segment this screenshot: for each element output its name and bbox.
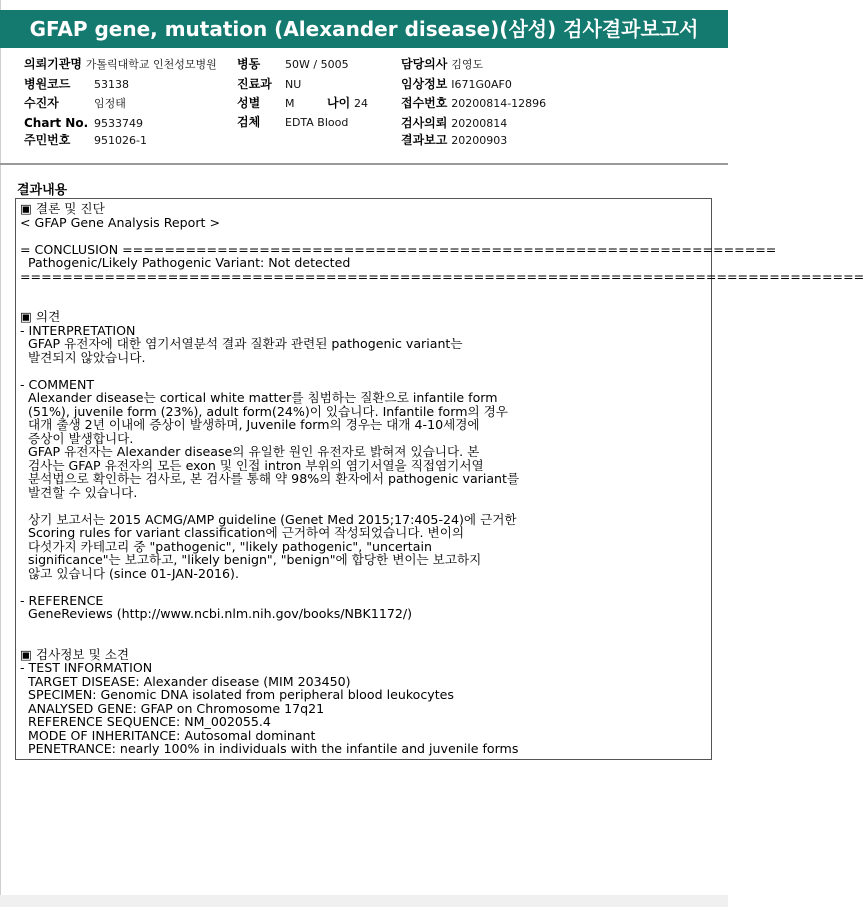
report-title: GFAP gene, mutation (Alexander disease)(삼성) 검사결과보고서 bbox=[0, 10, 728, 48]
dept-value-row bbox=[285, 77, 301, 92]
sex-value-row bbox=[285, 96, 295, 111]
dept-value: NU bbox=[285, 78, 302, 91]
report-line: 대개 출생 2년 이내에 증상이 발생하며, Juvenile form의 경우는 대개 4-10세경에 bbox=[20, 417, 480, 432]
hospital-code-row bbox=[24, 77, 70, 91]
report-line: GFAP 유전자는 Alexander disease의 유일한 원인 유전자로 밝혀져 있습니다. 본 bbox=[20, 444, 480, 459]
resident-label: 주민번호 bbox=[24, 133, 71, 147]
hospital-code-label: 병원코드 bbox=[24, 77, 71, 91]
report-line: 상기 보고서는 2015 ACMG/AMP guideline (Genet Med 2015;17:405-24)에 근거한 bbox=[20, 511, 517, 527]
report-line: - TEST INFORMATION bbox=[20, 660, 153, 675]
report-line: Alexander disease는 cortical white matter를 침범하는 질환으로 infantile form bbox=[20, 390, 498, 405]
ward-value-row bbox=[285, 57, 349, 72]
report-date-row bbox=[401, 133, 507, 148]
receiver-row bbox=[24, 96, 59, 110]
report-line: REFERENCE SEQUENCE: NM_002055.4 bbox=[20, 714, 271, 729]
report-line: ▣ 결론 및 진단 bbox=[20, 201, 105, 216]
results-section-title: 결과내용 bbox=[17, 183, 68, 198]
report-line: 분석법으로 확인하는 검사로, 본 검사를 통해 약 98%의 환자에서 pathogenic variant를 bbox=[20, 471, 520, 486]
ward-row bbox=[237, 57, 260, 71]
request-value: 20200814 bbox=[451, 117, 508, 130]
institution-label: 의뢰기관명 bbox=[24, 57, 82, 71]
report-line: 발견할 수 있습니다. bbox=[20, 484, 138, 500]
age-label: 나이 bbox=[327, 96, 351, 110]
report-text bbox=[16, 199, 864, 756]
resident-value: 951026-1 bbox=[94, 134, 147, 147]
footer-strip bbox=[0, 895, 728, 907]
report-line: PENETRANCE: nearly 100% in individuals with the infantile and juvenile forms bbox=[20, 741, 519, 756]
chart-row bbox=[24, 116, 88, 130]
clinical-label: 임상정보 bbox=[401, 77, 448, 91]
report-date-label: 결과보고 bbox=[401, 133, 448, 147]
dept-label: 진료과 bbox=[237, 77, 272, 91]
age-value: 24 bbox=[354, 97, 369, 110]
report-line: 발견되지 않았습니다. bbox=[20, 349, 146, 365]
institution-row bbox=[24, 57, 217, 72]
sex-value: M bbox=[285, 97, 295, 110]
clinical-value: I671G0AF0 bbox=[451, 78, 512, 91]
accession-value: 20200814-12896 bbox=[451, 97, 547, 110]
specimen-label: 검체 bbox=[237, 115, 261, 129]
report-line: ▣ 검사정보 및 소견 bbox=[20, 646, 130, 662]
report-line: significance"는 보고하고, "likely benign", "benign"에 합당한 변이는 보고하지 bbox=[20, 552, 482, 567]
receiver-value-row bbox=[94, 96, 126, 111]
report-line: 않고 있습니다 (since 01-JAN-2016). bbox=[20, 565, 239, 581]
report-line: ▣ 의견 bbox=[20, 309, 61, 324]
report-date-value: 20200903 bbox=[451, 134, 508, 147]
report-line: = CONCLUSION ============================================================== bbox=[20, 241, 777, 257]
report-line: ANALYSED GENE: GFAP on Chromosome 17q21 bbox=[20, 700, 325, 716]
report-line: < GFAP Gene Analysis Report > bbox=[20, 214, 221, 230]
request-label: 검사의뢰 bbox=[401, 116, 448, 130]
resident-row bbox=[24, 133, 70, 147]
report-line: - REFERENCE bbox=[20, 592, 104, 608]
report-line: GeneReviews (http://www.ncbi.nlm.nih.gov/books/NBK1172/) bbox=[20, 606, 413, 621]
report-line: 다섯가지 카테고리 중 "pathogenic", "likely pathogenic", "uncertain bbox=[20, 538, 432, 554]
sex-label: 성별 bbox=[237, 96, 261, 110]
report-line: Pathogenic/Likely Pathogenic Variant: Not detected bbox=[20, 255, 351, 270]
report-line: SPECIMEN: Genomic DNA isolated from peripheral blood leukocytes bbox=[20, 687, 454, 702]
chart-label: Chart No. bbox=[24, 116, 89, 130]
chart-value-row bbox=[94, 116, 143, 131]
ward-value: 50W / 5005 bbox=[285, 58, 349, 71]
dept-row bbox=[237, 77, 272, 91]
institution-value: 가톨릭대학교 인천성모병원 bbox=[85, 58, 217, 71]
receiver-label: 수진자 bbox=[24, 96, 59, 110]
resident-value-row bbox=[94, 133, 147, 148]
report-line: - COMMENT bbox=[20, 376, 95, 392]
hospital-code-value: 53138 bbox=[94, 78, 129, 91]
ward-label: 병동 bbox=[237, 57, 261, 71]
clinical-row bbox=[401, 77, 512, 92]
doctor-value: 김영도 bbox=[451, 58, 484, 71]
receiver-value: 임정태 bbox=[94, 97, 126, 110]
report-line: 증상이 발생합니다. bbox=[20, 430, 134, 446]
report-line: - INTERPRETATION bbox=[20, 322, 136, 338]
results-box bbox=[15, 198, 864, 760]
chart-value: 9533749 bbox=[94, 117, 143, 130]
report-line: GFAP 유전자에 대한 염기서열분석 결과 질환과 관련된 pathogenic variant는 bbox=[20, 336, 463, 351]
specimen-value: EDTA Blood bbox=[285, 116, 349, 129]
doctor-label: 담당의사 bbox=[401, 57, 448, 71]
specimen-row bbox=[237, 115, 260, 129]
report-line: 검사는 GFAP 유전자의 모든 exon 및 인접 intron 부위의 염기서열을 직접염기서열 bbox=[20, 457, 484, 473]
age-row bbox=[327, 96, 368, 111]
accession-label: 접수번호 bbox=[401, 96, 448, 110]
specimen-value-row bbox=[285, 115, 348, 130]
doctor-row bbox=[401, 57, 483, 72]
divider bbox=[0, 163, 728, 165]
report-line: Scoring rules for variant classification에 근거하여 작성되었습니다. 변이의 bbox=[20, 525, 465, 540]
report-line: MODE OF INHERITANCE: Autosomal dominant bbox=[20, 727, 316, 743]
report-line: ================================================================================ bbox=[20, 268, 864, 284]
sex-row bbox=[237, 96, 260, 110]
report-line: TARGET DISEASE: Alexander disease (MIM 203450) bbox=[20, 673, 351, 689]
request-row bbox=[401, 116, 507, 131]
page-edge bbox=[0, 0, 1, 907]
accession-row bbox=[401, 96, 546, 111]
report-line: (51%), juvenile form (23%), adult form(24%)이 있습니다. Infantile form의 경우 bbox=[20, 403, 508, 419]
hospital-code-value-row bbox=[94, 77, 129, 92]
